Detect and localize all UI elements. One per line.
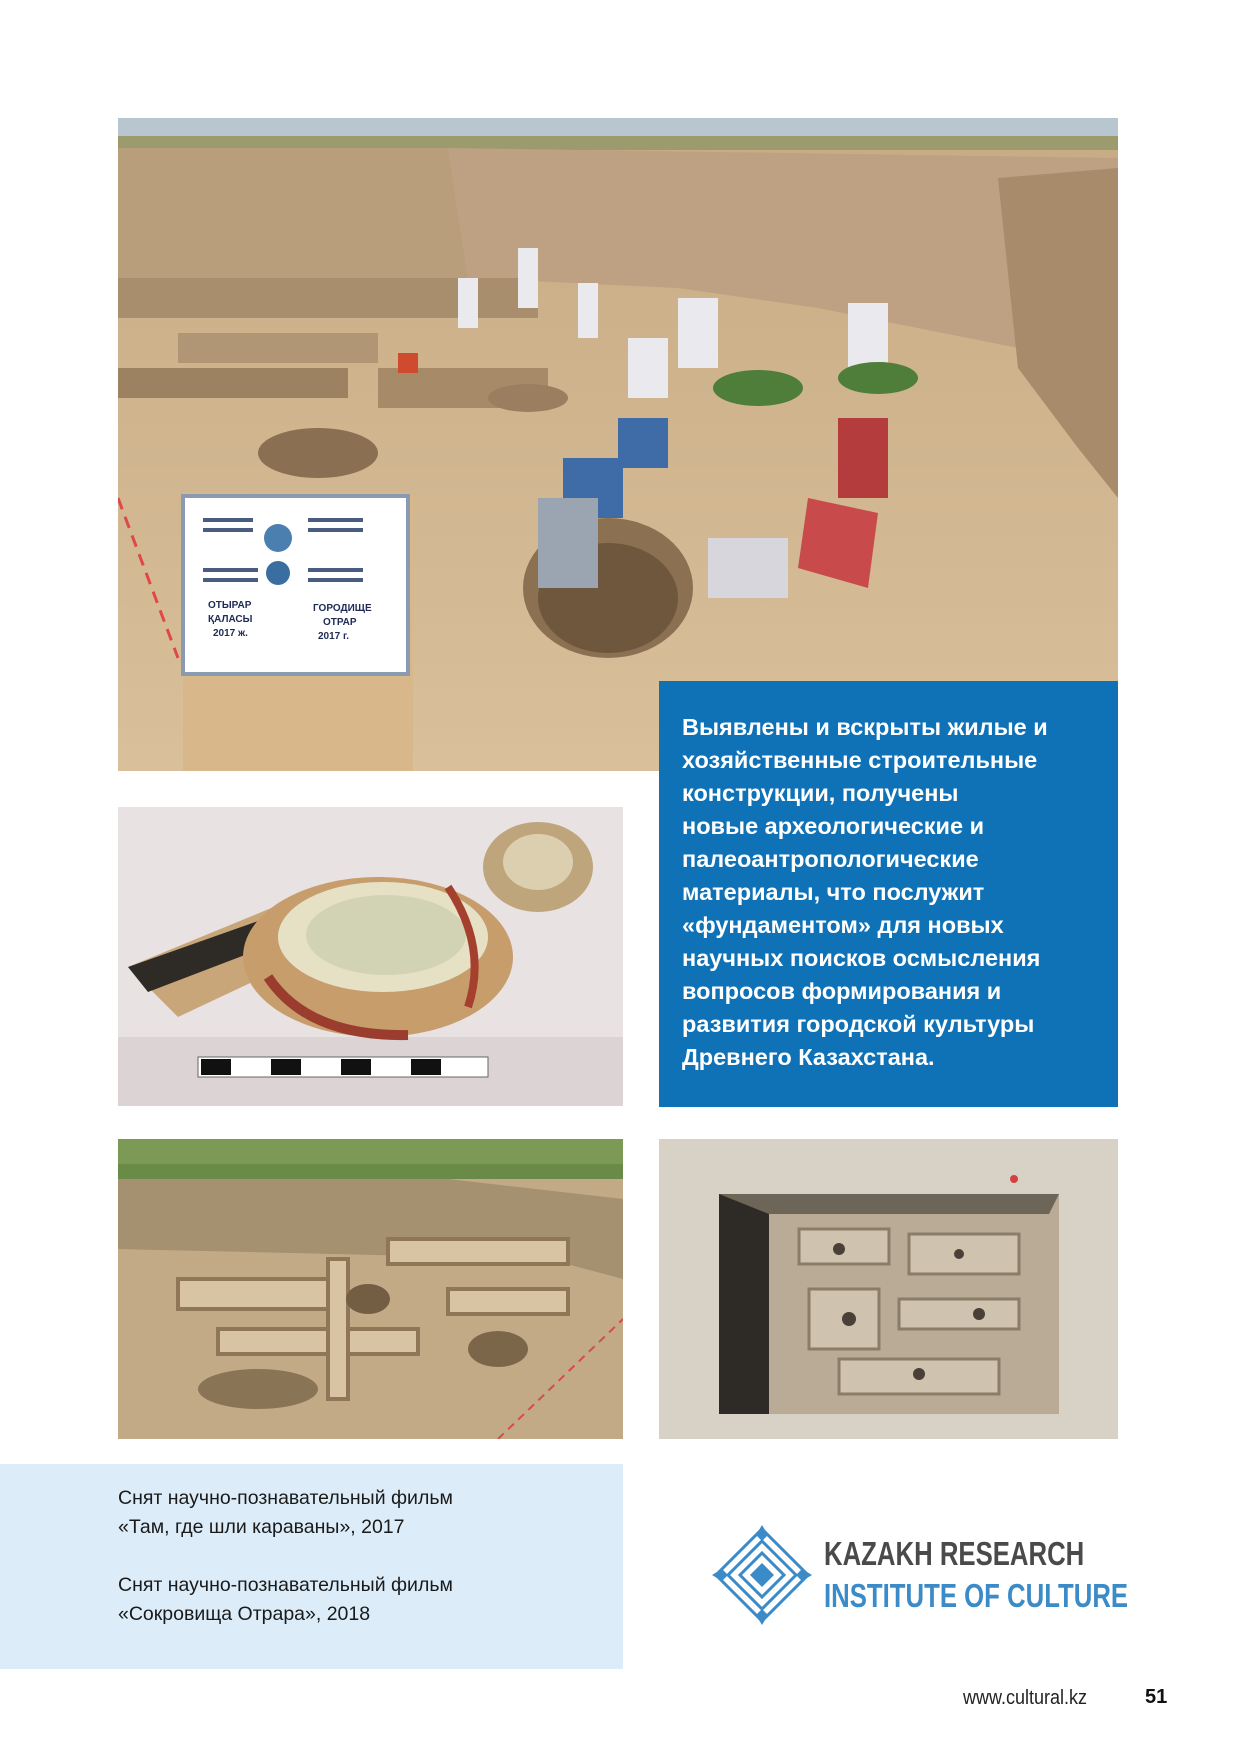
sign-right-line1: ГОРОДИЩЕ <box>313 603 372 614</box>
excavation-photo <box>118 118 1118 771</box>
ornament-logo-icon <box>712 1525 812 1625</box>
institute-logo <box>712 1525 1129 1625</box>
highlight-line: материалы, что послужит <box>682 879 985 905</box>
film-title: «Сокровища Отрара», 2018 <box>118 1603 371 1625</box>
lamp-photo <box>118 807 623 1106</box>
ruins-photo <box>118 1139 623 1439</box>
highlight-line: Древнего Казахстана. <box>682 1044 935 1070</box>
highlight-line: развития городской культуры <box>682 1011 1035 1037</box>
highlight-line: палеоантропологические <box>682 846 979 872</box>
highlight-box <box>659 681 1118 1107</box>
film-description: Снят научно-познавательный фильм <box>118 1487 453 1509</box>
film-title: «Там, где шли караваны», 2017 <box>118 1516 405 1538</box>
logo-text-line2: INSTITUTE OF CULTURE <box>824 1577 1129 1614</box>
highlight-line: новые археологические и <box>682 813 985 839</box>
page-number: 51 <box>1145 1686 1168 1708</box>
films-info-box <box>0 1464 623 1669</box>
sign-left-line3: 2017 ж. <box>213 628 248 639</box>
highlight-line: вопросов формирования и <box>682 978 1002 1004</box>
aerial-photo <box>659 1139 1118 1439</box>
film-item <box>118 1484 623 1542</box>
sign-left-line2: ҚАЛАСЫ <box>208 614 253 625</box>
sign-right-line2: ОТРАР <box>323 617 357 628</box>
film-description: Снят научно-познавательный фильм <box>118 1574 453 1596</box>
highlight-line: конструкции, получены <box>682 780 959 806</box>
sign-right-line3: 2017 г. <box>318 631 349 642</box>
highlight-line: научных поисков осмысления <box>682 945 1041 971</box>
highlight-line: «фундаментом» для новых <box>682 912 1004 938</box>
highlight-line: Выявлены и вскрыты жилые и <box>682 714 1048 740</box>
highlight-line: хозяйственные строительные <box>682 747 1038 773</box>
film-item <box>118 1571 623 1629</box>
website-link[interactable]: www.cultural.kz <box>963 1687 1088 1709</box>
sign-left-line1: ОТЫРАР <box>208 600 252 611</box>
logo-text-line1: KAZAKH RESEARCH <box>824 1535 1085 1572</box>
